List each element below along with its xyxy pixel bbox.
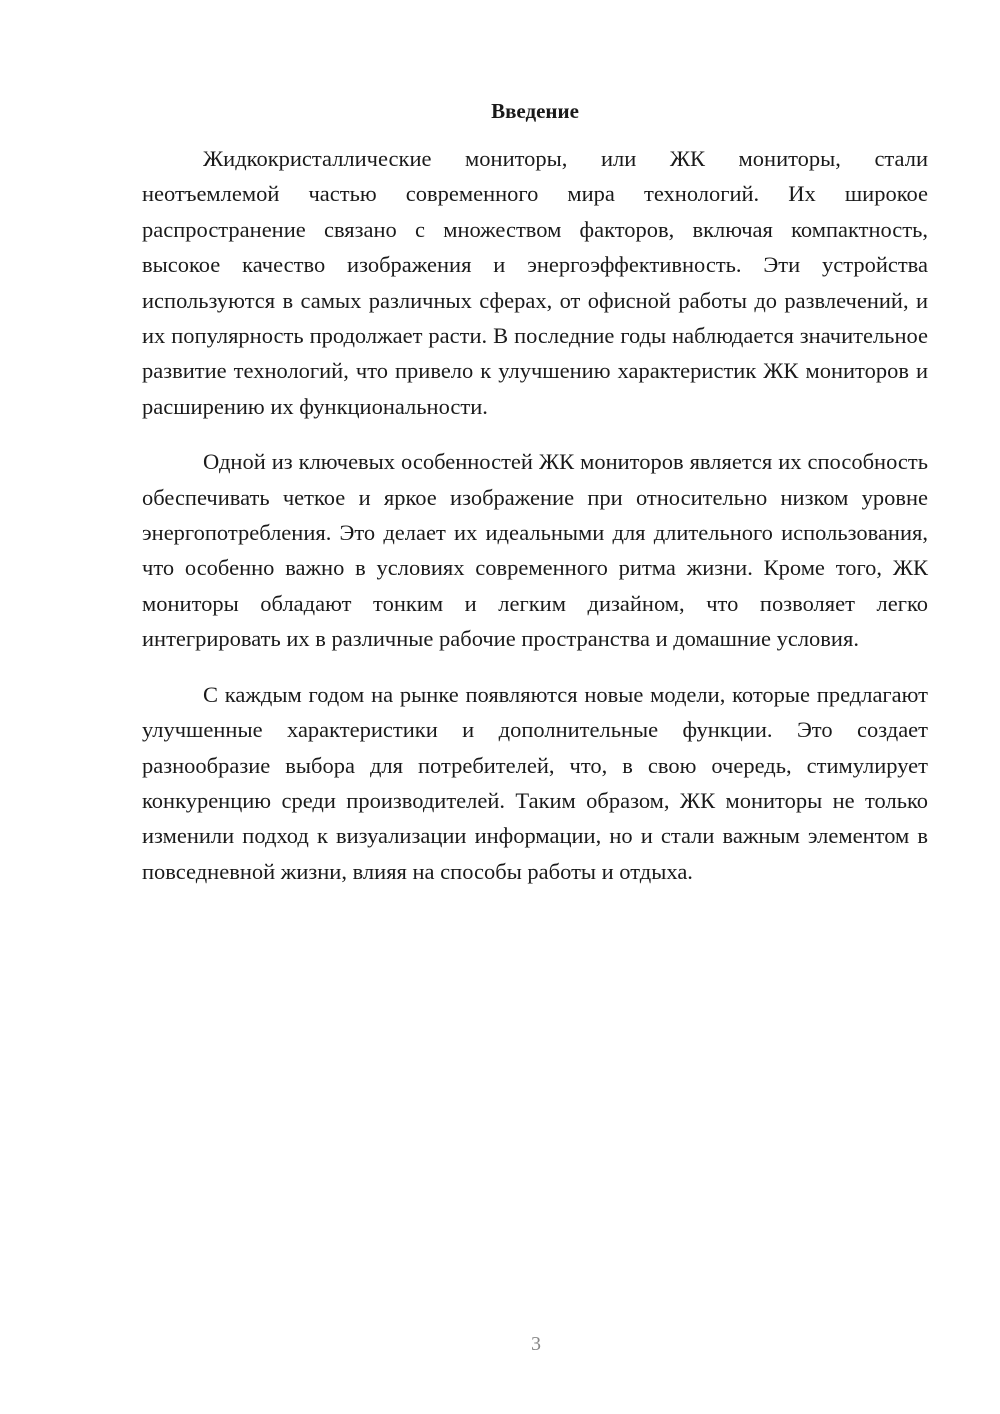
section-title: Введение — [491, 99, 579, 123]
page-number: 3 — [531, 1333, 541, 1355]
paragraph-3: С каждым годом на рынке появляются новые модели, которые предлагают улучшенные характеристики и дополнительные функции. Это создает разнообразие выбора для потребителей, что, в свою очередь, стимулирует конкуренцию среди производителей. Таким образом, ЖК мониторы не только изменили подход к визуализации информации, но и стали важным элементом в повседневной жизни, влияя на способы работы и отдыха. — [142, 681, 928, 884]
paragraph-1: Жидкокристаллические мониторы, или ЖК мониторы, стали неотъемлемой частью современного мира технологий. Их широкое распространение связано с множеством факторов, включая компактность, высокое качество изображения и энергоэффективность. Эти устройства используются в самых различных сферах, от офисной работы до развлечений, и их популярность продолжает расти. В последние годы наблюдается значительное развитие технологий, что привело к улучшению характеристик ЖК мониторов и расширению их функциональности. — [142, 146, 928, 419]
body-text — [142, 141, 928, 909]
paragraph-2: Одной из ключевых особенностей ЖК мониторов является их способность обеспечивать четкое и яркое изображение при относительно низком уровне энергопотребления. Это делает их идеальными для длительного использования, что особенно важно в условиях современного ритма жизни. Кроме того, ЖК мониторы обладают тонким и легким дизайном, что позволяет легко интегрировать их в различные рабочие пространства и домашние условия. — [142, 449, 928, 652]
